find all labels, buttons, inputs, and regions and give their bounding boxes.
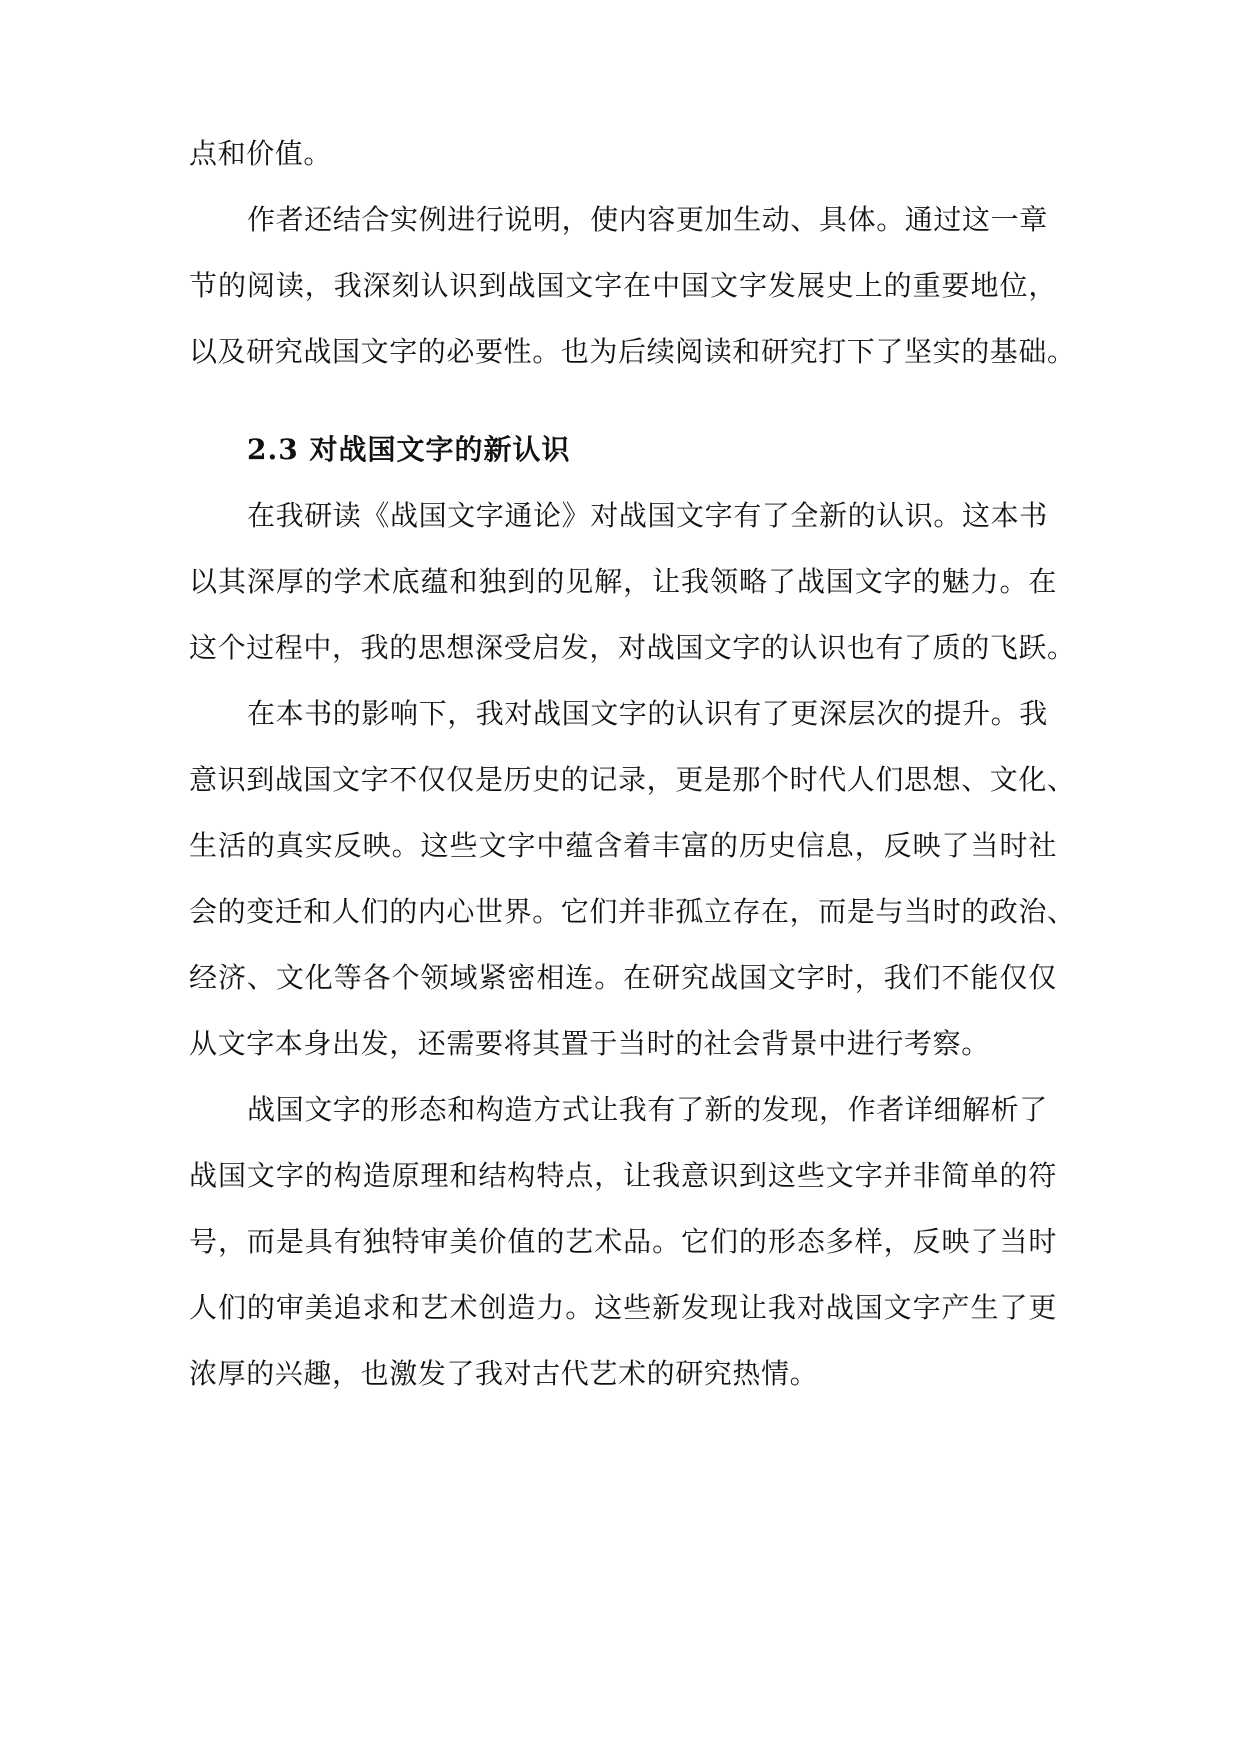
paragraph-line: 节的阅读，我深刻认识到战国文字在中国文字发展史上的重要地位， [189, 269, 1057, 302]
paragraph-line: 作者还结合实例进行说明，使内容更加生动、具体。通过这一章 [247, 203, 1048, 236]
paragraph-line: 以其深厚的学术底蕴和独到的见解，让我领略了战国文字的魅力。在 [189, 565, 1057, 598]
paragraph-line: 这个过程中，我的思想深受启发，对战国文字的认识也有了质的飞跃。 [189, 631, 1076, 664]
paragraph-line: 在本书的影响下，我对战国文字的认识有了更深层次的提升。我 [247, 697, 1048, 730]
paragraph-line: 会的变迁和人们的内心世界。它们并非孤立存在，而是与当时的政治、 [189, 895, 1076, 928]
paragraph-line: 经济、文化等各个领域紧密相连。在研究战国文字时，我们不能仅仅 [189, 961, 1057, 994]
paragraph-line: 意识到战国文字不仅仅是历史的记录，更是那个时代人们思想、文化、 [189, 763, 1076, 796]
section-heading: 2.3 对战国文字的新认识 [247, 433, 571, 466]
paragraph-line: 以及研究战国文字的必要性。也为后续阅读和研究打下了坚实的基础。 [189, 335, 1076, 368]
paragraph-line: 在我研读《战国文字通论》对战国文字有了全新的认识。这本书 [247, 499, 1048, 532]
paragraph-line: 号，而是具有独特审美价值的艺术品。它们的形态多样，反映了当时 [189, 1225, 1057, 1258]
paragraph-line: 生活的真实反映。这些文字中蕴含着丰富的历史信息，反映了当时社 [189, 829, 1057, 862]
paragraph-line: 点和价值。 [189, 137, 333, 170]
paragraph-line: 战国文字的形态和构造方式让我有了新的发现，作者详细解析了 [247, 1093, 1048, 1126]
paragraph-line: 战国文字的构造原理和结构特点，让我意识到这些文字并非简单的符 [189, 1159, 1057, 1192]
paragraph-line: 从文字本身出发，还需要将其置于当时的社会背景中进行考察。 [189, 1027, 990, 1060]
paragraph-line: 浓厚的兴趣，也激发了我对古代艺术的研究热情。 [189, 1357, 819, 1390]
paragraph-line: 人们的审美追求和艺术创造力。这些新发现让我对战国文字产生了更 [189, 1291, 1057, 1324]
